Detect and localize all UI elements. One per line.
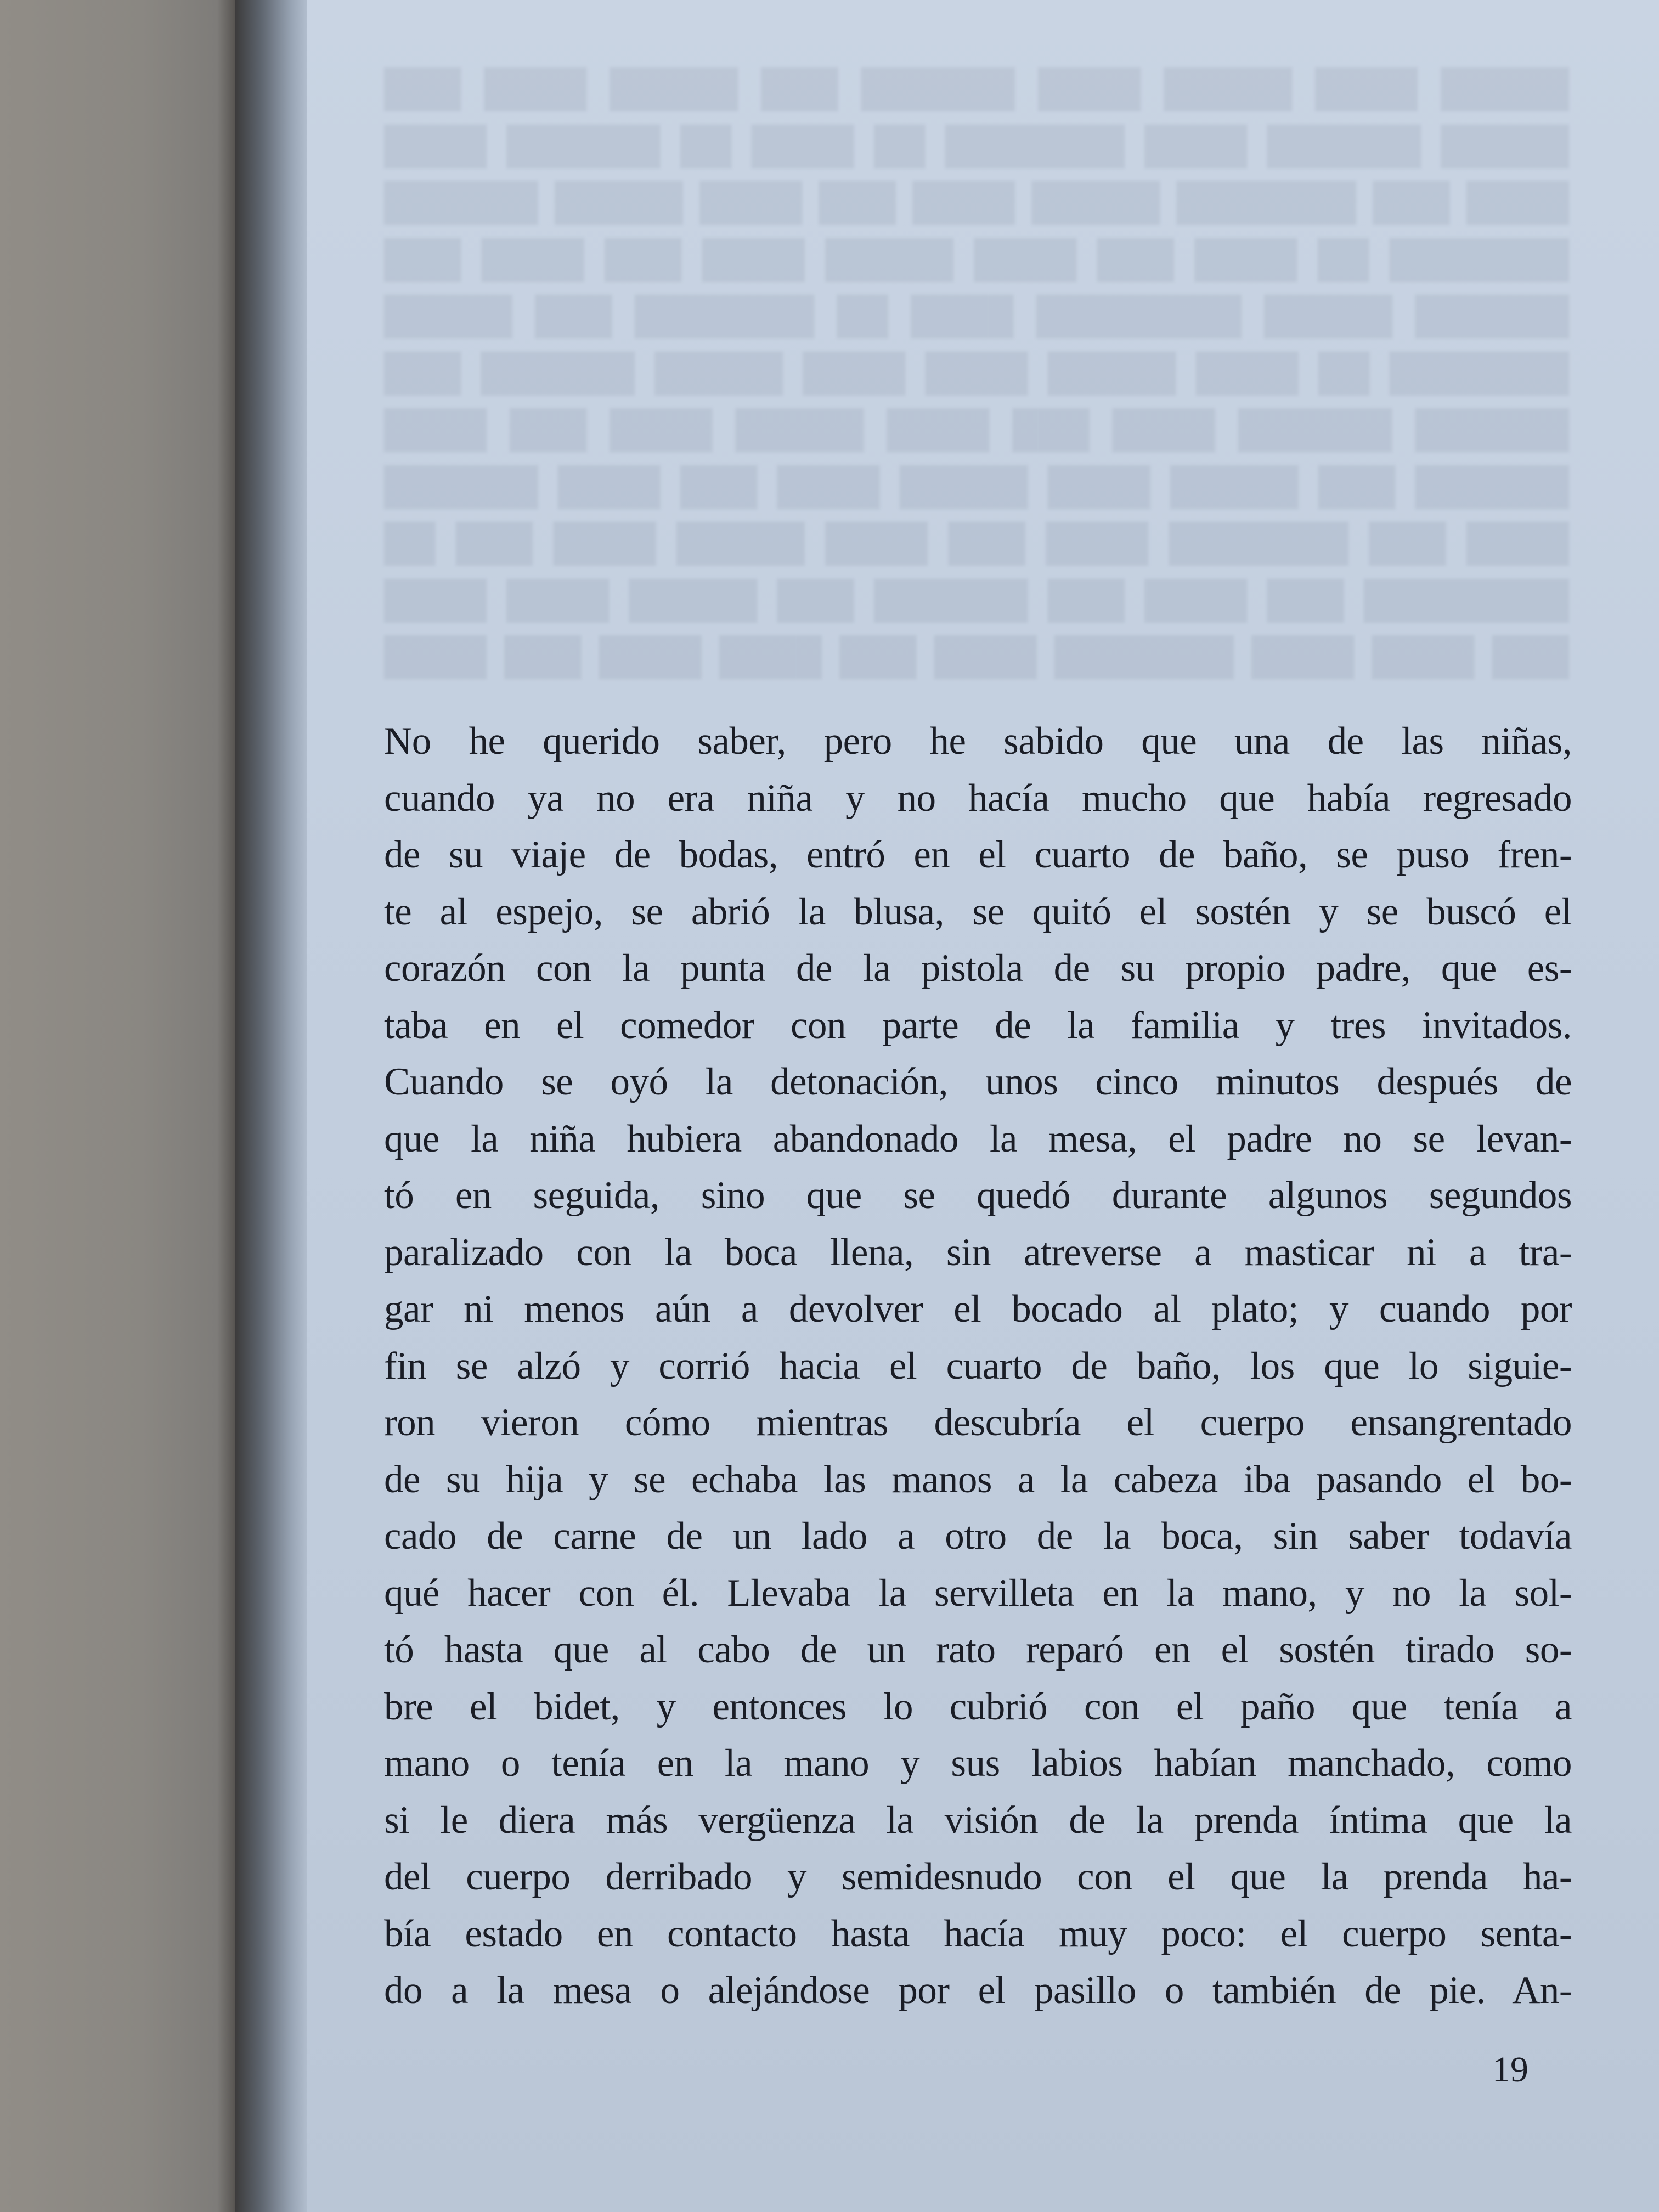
- text-line: mano o tenía en la mano y sus labios habían manchado, como: [384, 1742, 1572, 1785]
- text-line: qué hacer con él. Llevaba la servilleta en la mano, y no la sol-: [384, 1571, 1572, 1615]
- text-line: tó en seguida, sino que se quedó durante algunos segundos: [384, 1174, 1572, 1217]
- text-line: de su hija y se echaba las manos a la cabeza iba pasando el bo-: [384, 1458, 1572, 1501]
- text-line: si le diera más vergüenza la visión de la prenda íntima que la: [384, 1798, 1572, 1842]
- text-line: bre el bidet, y entonces lo cubrió con el paño que tenía a: [384, 1685, 1572, 1728]
- left-page: [0, 0, 236, 2212]
- text-line: paralizado con la boca llena, sin atreverse a masticar ni a tra-: [384, 1231, 1572, 1274]
- text-line: Cuando se oyó la detonación, unos cinco minutos después de: [384, 1060, 1572, 1103]
- text-line: do a la mesa o alejándose por el pasillo o también de pie. An-: [384, 1969, 1572, 2012]
- text-line: cado de carne de un lado a otro de la boca, sin saber todavía: [384, 1515, 1572, 1558]
- text-line: tó hasta que al cabo de un rato reparó en el sostén tirado so-: [384, 1628, 1572, 1671]
- text-line: taba en el comedor con parte de la familia y tres invitados.: [384, 1003, 1572, 1047]
- book-gutter: [235, 0, 312, 2212]
- text-line: No he querido saber, pero he sabido que una de las niñas,: [384, 720, 1572, 763]
- text-line: bía estado en contacto hasta hacía muy poco: el cuerpo senta-: [384, 1912, 1572, 1955]
- right-page: [307, 0, 1659, 2212]
- body-paragraph: [384, 713, 1572, 2019]
- show-through-text: █████ ████ █████ ████ ██████ ███ █████ ████ ███ █████ ██████ ████ ███████ ██ ████ ██ ██████ ████ ████ ███ ███████ █████ ████ ███ ████ █████ ██████ ███████ ██ ████ ███ ████ █████ ████ ███ ████ ███ ██████ █████ ████████ ████ ██ ███████ ███ █████ ███████ ██ ████ █████ ████ ████ █████ ██████ ███ ██████ ██████ ████ ███ ████ █████ ████ ███ ████ ██████ ███ █████ ████ █████ ████ ███ ████ ██████ ████ ███ ███████ ████ ███ ████ █████ ████ ███ ██ ████████ ███ ████ ███ ██████ ███ █████ ████ ████ ███ ████ ████ ███████ ████ ███ ████ ████ ███ ████: [384, 69, 1569, 676]
- text-line: de su viaje de bodas, entró en el cuarto de baño, se puso fren-: [384, 833, 1572, 876]
- text-line: fin se alzó y corrió hacia el cuarto de baño, los que lo siguie-: [384, 1344, 1572, 1387]
- text-line: que la niña hubiera abandonado la mesa, el padre no se levan-: [384, 1117, 1572, 1160]
- text-line: gar ni menos aún a devolver el bocado al plato; y cuando por: [384, 1288, 1572, 1330]
- text-line: ron vieron cómo mientras descubría el cuerpo ensangrentado: [384, 1401, 1572, 1444]
- text-line: te al espejo, se abrió la blusa, se quitó el sostén y se buscó el: [384, 890, 1572, 933]
- text-line: cuando ya no era niña y no hacía mucho que había regresado: [384, 776, 1572, 820]
- page-number: 19: [1492, 2050, 1528, 2090]
- text-line: corazón con la punta de la pistola de su propio padre, que es-: [384, 947, 1572, 990]
- text-line: del cuerpo derribado y semidesnudo con el que la prenda ha-: [384, 1855, 1572, 1898]
